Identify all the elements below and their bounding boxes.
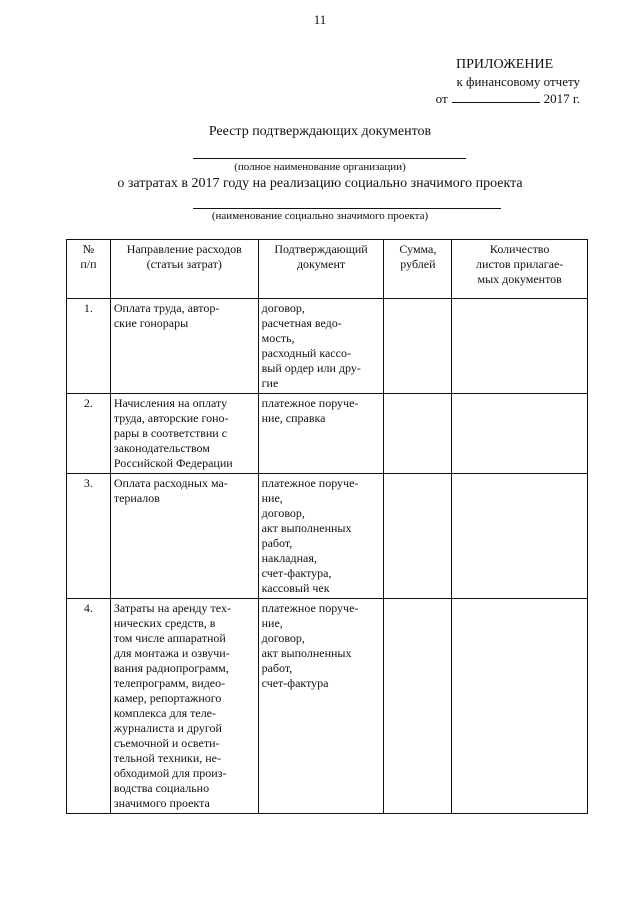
table-row — [67, 474, 588, 599]
appendix-date — [420, 90, 580, 107]
appendix-subtitle: к финансовому отчету — [456, 74, 580, 89]
date-prefix: от — [435, 91, 448, 106]
row-document: договор, расчетная ведо- мость, расходный кассо- вый ордер или дру- гие — [258, 299, 384, 394]
documents-table — [66, 239, 588, 814]
row-number: 1. — [67, 299, 111, 394]
row-document: платежное поруче- ние, справка — [258, 394, 384, 474]
row-sum — [384, 599, 452, 814]
row-sheets — [452, 474, 588, 599]
row-number: 2. — [67, 394, 111, 474]
register-subtitle: о затратах в 2017 году на реализацию социально значимого проекта — [117, 176, 523, 191]
col-sheets: Количество листов прилагае- мых документов — [452, 240, 588, 299]
project-caption: (наименование социально значимого проекта) — [211, 210, 429, 222]
appendix-block — [420, 56, 580, 107]
col-sum: Сумма, рублей — [384, 240, 452, 299]
table-row — [67, 299, 588, 394]
appendix-title: ПРИЛОЖЕНИЕ — [456, 57, 554, 72]
table-row — [67, 394, 588, 474]
row-direction: Оплата труда, автор- ские гонорары — [110, 299, 258, 394]
table-row — [67, 599, 588, 814]
row-direction: Затраты на аренду тех- нических средств, в том числе аппаратной для монтажа и озвучи- вания радиопрограмм, телепрограмм, видео- камер, репортажного комплекса для теле- журналиста и другой съемочной и освети- тельной техники, не- обходимой для произ- водства социально значимого проекта — [110, 599, 258, 814]
date-blank-line — [452, 91, 540, 103]
project-name-line — [193, 208, 501, 209]
page-number: 11 — [313, 12, 327, 27]
row-document: платежное поруче- ние, договор, акт выполненных работ, счет-фактура — [258, 599, 384, 814]
date-suffix: 2017 г. — [543, 91, 580, 106]
table-header-row — [67, 240, 588, 299]
row-direction: Оплата расходных ма- териалов — [110, 474, 258, 599]
org-name-line — [193, 158, 466, 159]
row-direction: Начисления на оплату труда, авторские гоно- рары в соответствии с законодательством Российской Федерации — [110, 394, 258, 474]
row-sum — [384, 474, 452, 599]
row-sum — [384, 394, 452, 474]
row-sheets — [452, 394, 588, 474]
register-title: Реестр подтверждающих документов — [208, 124, 432, 139]
row-document: платежное поруче- ние, договор, акт выполненных работ, накладная, счет-фактура, кассовый чек — [258, 474, 384, 599]
row-sum — [384, 299, 452, 394]
org-caption: (полное наименование организации) — [234, 161, 406, 173]
col-document: Подтверждающий документ — [258, 240, 384, 299]
row-number: 3. — [67, 474, 111, 599]
row-sheets — [452, 599, 588, 814]
row-sheets — [452, 299, 588, 394]
col-direction: Направление расходов (статьи затрат) — [110, 240, 258, 299]
row-number: 4. — [67, 599, 111, 814]
col-number: № п/п — [67, 240, 111, 299]
